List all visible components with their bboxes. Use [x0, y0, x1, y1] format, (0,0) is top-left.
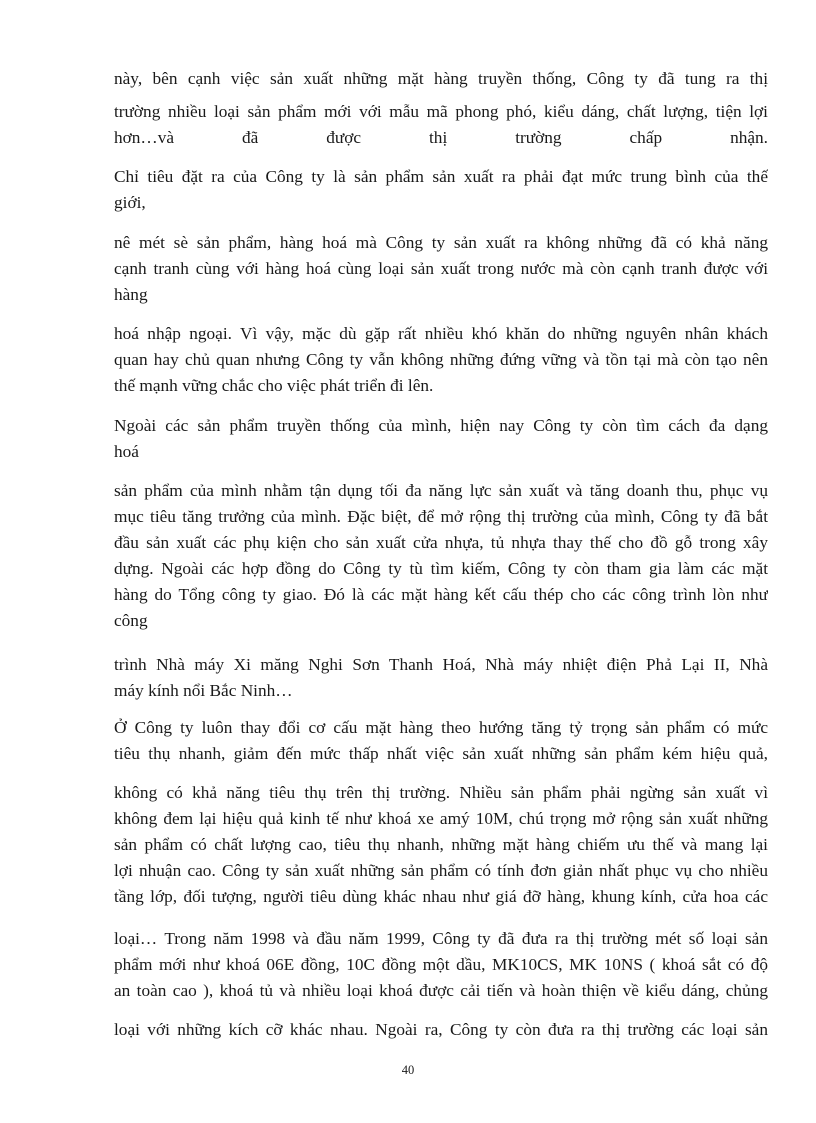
text-line: hoá nhập ngoại. Vì vậy, mặc dù gặp rất nhiều khó khăn do những nguyên nhân khách — [114, 324, 768, 343]
text-line: mục tiêu tăng trưởng của mình. Đặc biệt, để mở rộng thị trường của mình, Công ty đã bắt — [114, 507, 768, 526]
text-line: trường nhiều loại sản phẩm mới với mẫu mã phong phó, kiểu dáng, chất lượng, tiện lợi — [114, 102, 768, 121]
text-line: nê mét sè sản phẩm, hàng hoá mà Công ty sản xuất ra không những đã có khả năng — [114, 233, 768, 252]
text-line: hơn…và đã được thị trường chấp nhận. — [114, 128, 768, 147]
text-line: thế mạnh vững chắc cho việc phát triển đi lên. — [114, 376, 434, 395]
text-line: quan hay chủ quan nhưng Công ty vẫn không những đứng vững và tồn tại mà còn tạo nên — [114, 350, 768, 369]
text-line: hàng — [114, 285, 148, 304]
page-number: 40 — [401, 1063, 415, 1077]
text-line: Ở Công ty luôn thay đổi cơ cấu mặt hàng theo hướng tăng tỷ trọng sản phẩm có mức — [114, 718, 768, 737]
text-line: đầu sản xuất các phụ kiện cho sản xuất cửa nhựa, tủ nhựa thay thế cho đồ gỗ trong xây — [114, 533, 768, 552]
text-line: Ngoài các sản phẩm truyền thống của mình, hiện nay Công ty còn tìm cách đa dạng — [114, 416, 768, 435]
text-line: tầng lớp, đối tượng, người tiêu dùng khác nhau như giá đỡ hàng, khung kính, cửa hoa các — [114, 887, 768, 906]
text-line: loại… Trong năm 1998 và đầu năm 1999, Công ty đã đưa ra thị trường mét số loại sản — [114, 929, 768, 948]
text-line: sản phẩm có chất lượng cao, tiêu thụ nhanh, những mặt hàng chiếm ưu thế và mang lại — [114, 835, 768, 854]
text-line: hoá — [114, 442, 139, 461]
text-line: hàng do Tổng công ty giao. Đó là các mặt hàng kết cấu thép cho các công trình lòn như — [114, 585, 768, 604]
text-line: máy kính nổi Bắc Ninh… — [114, 681, 293, 700]
text-line: dựng. Ngoài các hợp đồng do Công ty tù tìm kiếm, Công ty còn tham gia làm các mặt — [114, 559, 768, 578]
text-line: giới, — [114, 193, 146, 212]
text-line: trình Nhà máy Xi măng Nghi Sơn Thanh Hoá, Nhà máy nhiệt điện Phả Lại II, Nhà — [114, 655, 768, 674]
text-line: không đem lại hiệu quả kinh tế như khoá xe amý 10M, chú trọng mở rộng sản xuất những — [114, 809, 768, 828]
text-line: công — [114, 611, 148, 630]
text-line: này, bên cạnh việc sản xuất những mặt hàng truyền thống, Công ty đã tung ra thị — [114, 69, 768, 88]
text-line: phẩm mới như khoá 06E đồng, 10C đồng một dầu, MK10CS, MK 10NS ( khoá sắt có độ — [114, 955, 768, 974]
text-line: sản phẩm của mình nhằm tận dụng tối đa năng lực sản xuất và tăng doanh thu, phục vụ — [114, 481, 768, 500]
text-line: Chỉ tiêu đặt ra của Công ty là sản phẩm sản xuất ra phải đạt mức trung bình của thế — [114, 167, 768, 186]
text-line: không có khả năng tiêu thụ trên thị trường. Nhiều sản phẩm phải ngừng sản xuất vì — [114, 783, 768, 802]
text-line: cạnh tranh cùng với hàng hoá cùng loại sản xuất trong nước mà còn cạnh tranh được với — [114, 259, 768, 278]
text-line: an toàn cao ), khoá tủ và nhiều loại khoá được cải tiến và hoàn thiện về kiểu dáng, chủng — [114, 981, 768, 1000]
text-line: lợi nhuận cao. Công ty sản xuất những sản phẩm có tính đơn giản nhất phục vụ cho nhiều — [114, 861, 768, 880]
text-line: loại với những kích cỡ khác nhau. Ngoài ra, Công ty còn đưa ra thị trường các loại sản — [114, 1020, 768, 1039]
text-line: tiêu thụ nhanh, giảm đến mức thấp nhất việc sản xuất những sản phẩm kém hiệu quả, — [114, 744, 768, 763]
